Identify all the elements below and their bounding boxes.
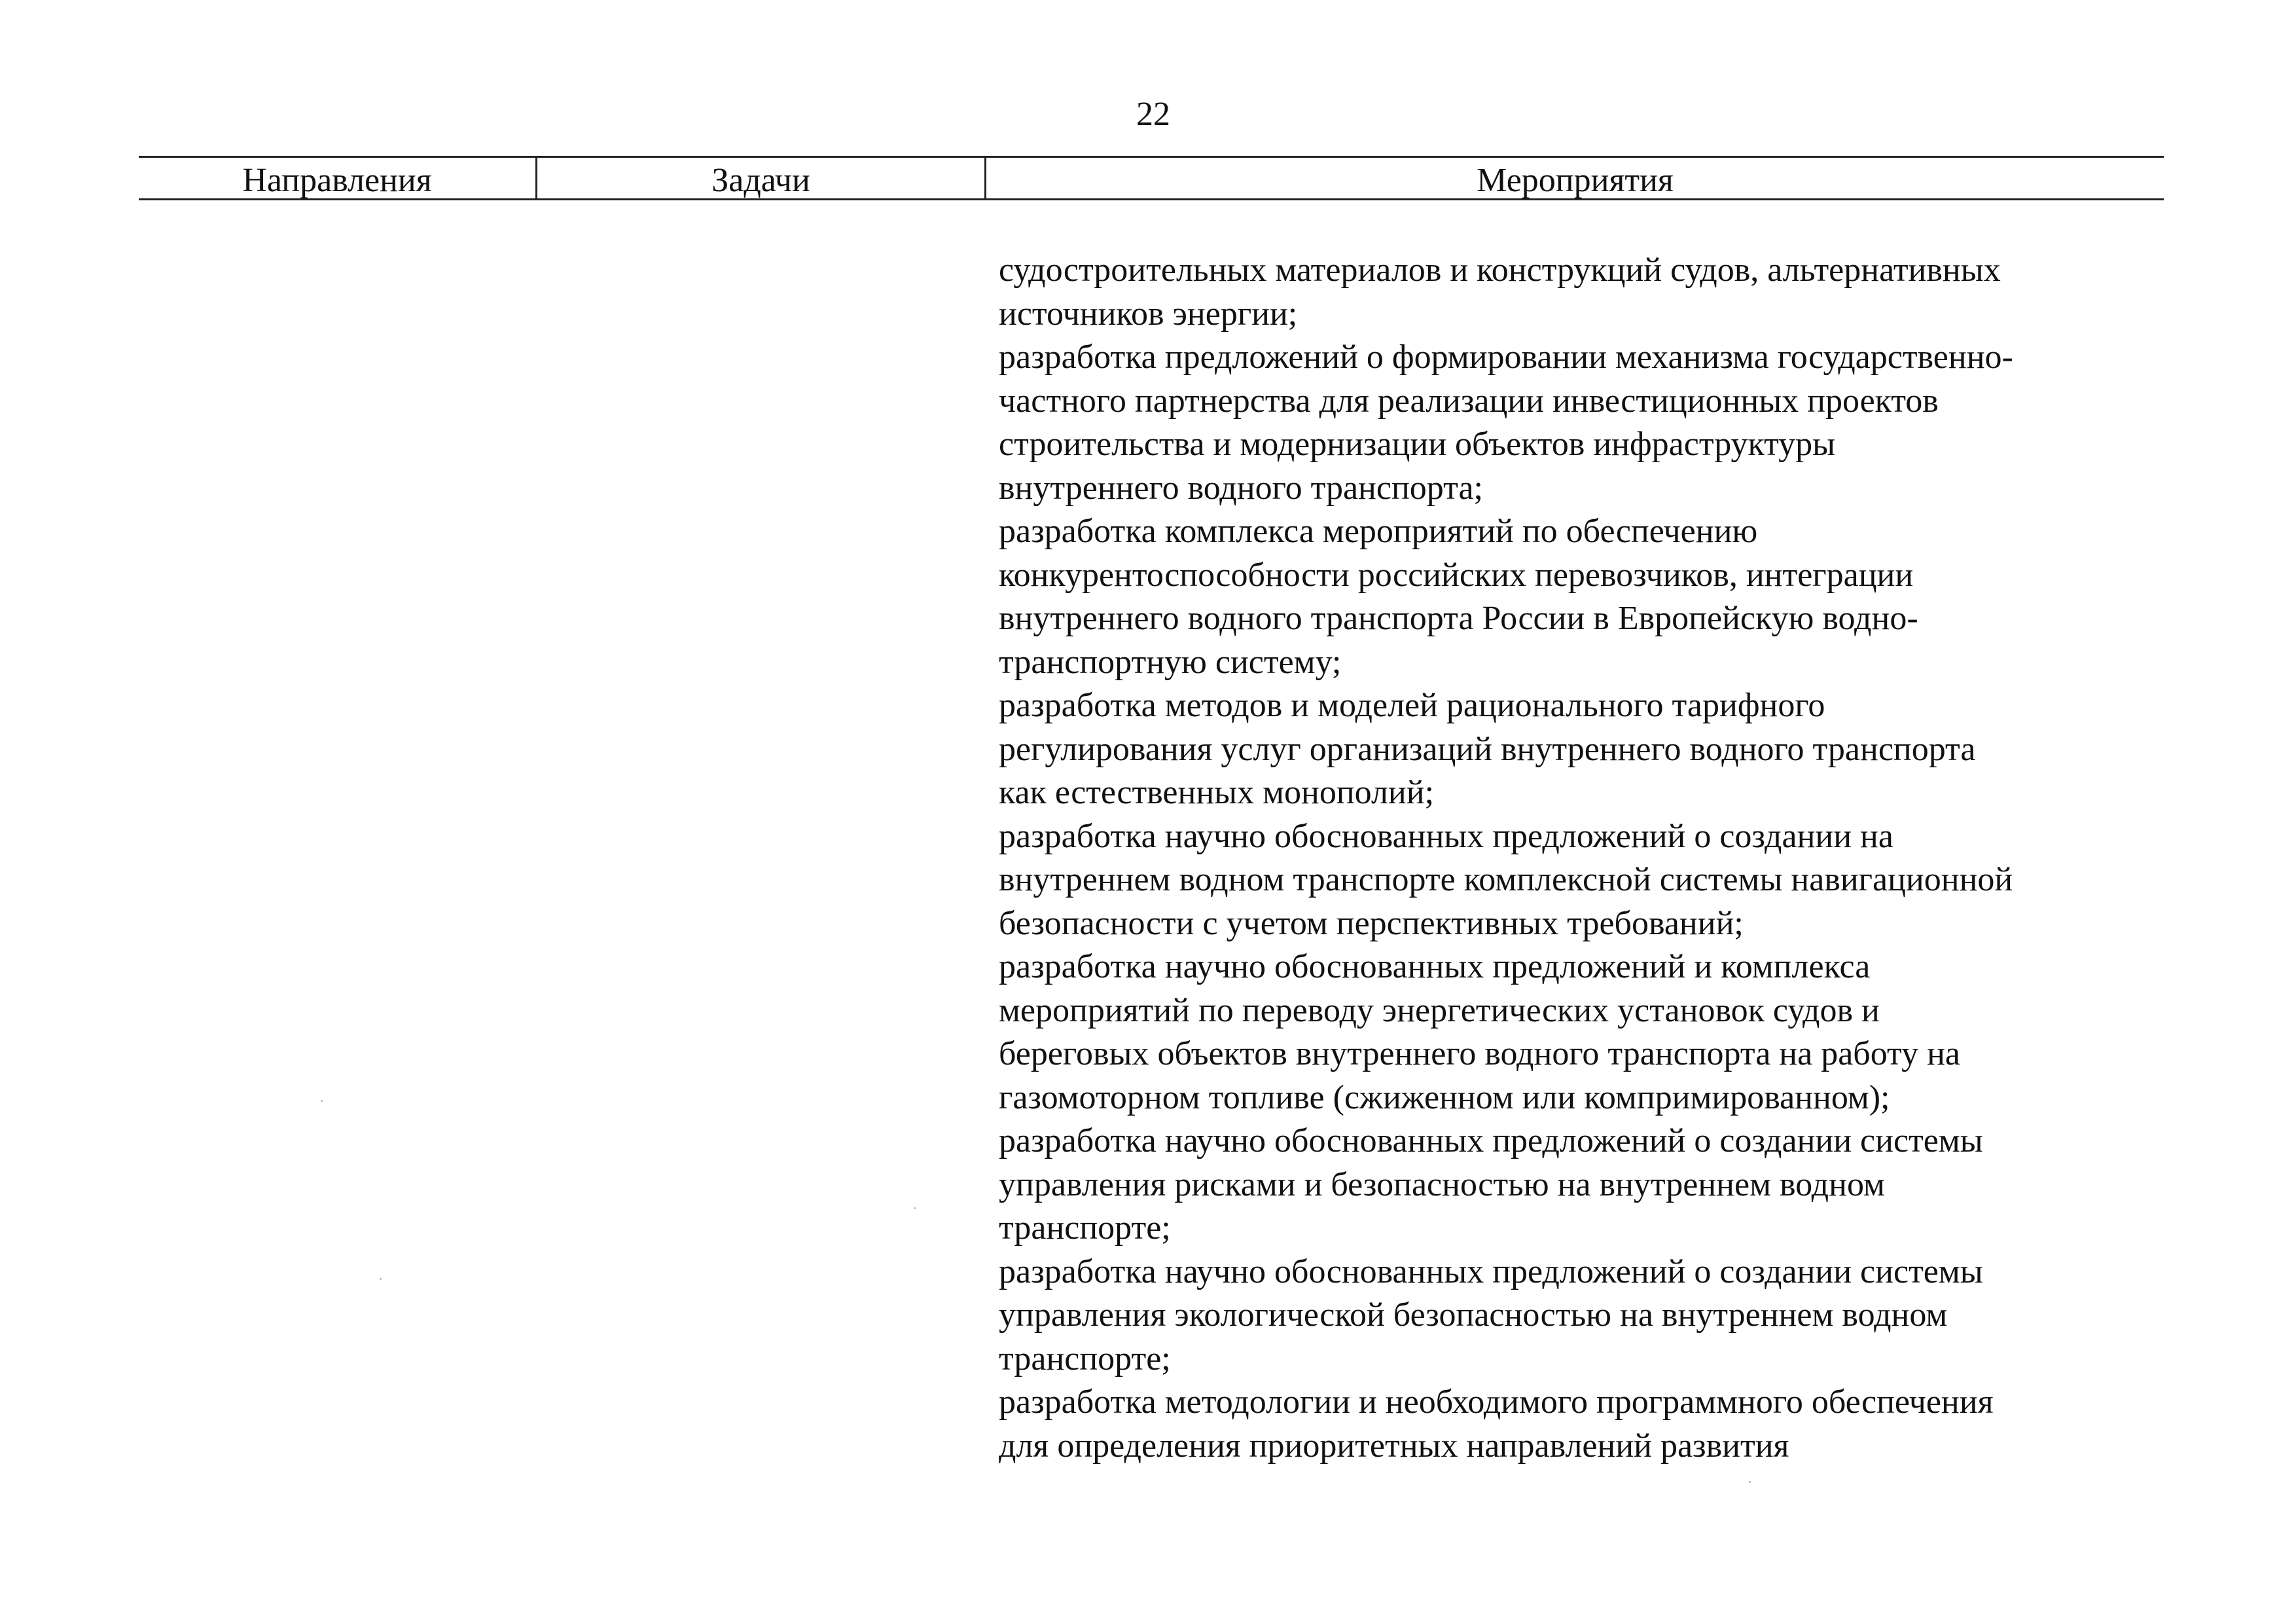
measure-line: управления экологической безопасностью на внутреннем водном [999, 1296, 1948, 1334]
measure-line: транспорте; [999, 1209, 1171, 1247]
measure-line: судостроительных материалов и конструкций судов, альтернативных [999, 251, 2001, 289]
measure-line: разработка научно обоснованных предложений и комплекса [999, 948, 1871, 985]
measure-line: частного партнерства для реализации инвестиционных проектов [999, 382, 1939, 420]
measure-line: транспорте; [999, 1340, 1171, 1377]
measure-line: разработка комплекса мероприятий по обеспечению [999, 513, 1758, 550]
measure-line: разработка методологии и необходимого программного обеспечения [999, 1383, 1994, 1421]
measure-line: разработка методов и моделей рационального тарифного [999, 687, 1825, 724]
measures-text-block [999, 249, 2170, 1468]
measure-line: разработка научно обоснованных предложений о создании системы [999, 1122, 1983, 1159]
measure-line: внутреннем водном транспорте комплексной системы навигационной [999, 861, 2013, 898]
column-header-directions: Направления [242, 162, 432, 199]
scan-speck [380, 1278, 382, 1280]
page-number: 22 [1136, 96, 1170, 133]
measure-line: разработка научно обоснованных предложений о создании системы [999, 1252, 1983, 1290]
measure-line: безопасности с учетом перспективных требований; [999, 904, 1744, 942]
measure-line: разработка научно обоснованных предложений о создании на [999, 817, 1893, 855]
measure-line: управления рисками и безопасностью на внутреннем водном [999, 1165, 1885, 1203]
column-header-tasks: Задачи [535, 158, 984, 198]
measure-line: регулирования услуг организаций внутреннего водного транспорта [999, 730, 1976, 768]
measure-line: для определения приоритетных направлений развития [999, 1427, 1789, 1465]
measure-line: внутреннего водного транспорта; [999, 469, 1483, 507]
measure-line: источников энергии; [999, 295, 1298, 333]
table-header [139, 156, 2164, 200]
measure-line: береговых объектов внутреннего водного транспорта на работу на [999, 1035, 1960, 1072]
measure-line: разработка предложений о формировании механизма государственно- [999, 338, 2013, 376]
measure-line: транспортную систему; [999, 643, 1342, 681]
scan-speck [914, 1207, 916, 1209]
measure-line: строительства и модернизации объектов инфраструктуры [999, 426, 1836, 463]
measure-line: мероприятий по переводу энергетических установок судов и [999, 991, 1880, 1029]
measure-line: внутреннего водного транспорта России в Европейскую водно- [999, 600, 1918, 637]
measure-line: газомоторном топливе (сжиженном или компримированном); [999, 1078, 1890, 1116]
measure-line: конкурентоспособности российских перевозчиков, интеграции [999, 556, 1914, 594]
column-header-measures: Мероприятия [984, 158, 2164, 198]
scan-speck [321, 1100, 323, 1102]
measure-line: как естественных монополий; [999, 774, 1435, 811]
scan-speck [1749, 1481, 1751, 1483]
